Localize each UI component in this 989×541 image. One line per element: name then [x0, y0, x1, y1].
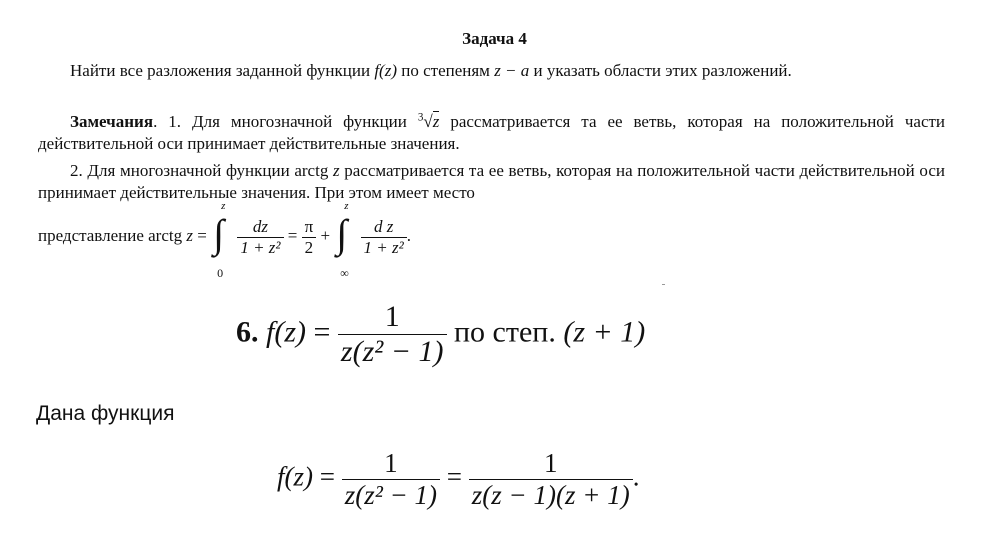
problem-eq: =: [313, 315, 331, 349]
final-fraction-1: [342, 448, 440, 511]
intro-paragraph: [38, 60, 945, 82]
cube-root: $^3$√z: [417, 111, 440, 131]
remark1-text-2: рассматривается та ее ветвь, которая на положительной части действительной оси принимает действительные значения.: [38, 112, 946, 153]
final-num2: 1: [469, 448, 633, 480]
problem-suffix-math: (z + 1): [563, 315, 646, 349]
repr-lead: представление: [38, 225, 144, 245]
repr-end: .: [406, 225, 411, 245]
intro-text-2: по степеням: [401, 61, 490, 80]
int1-lower: 0: [217, 266, 224, 280]
remark-label: Замечания: [70, 112, 154, 131]
intro-text-3: и указать области этих разложений.: [533, 61, 792, 80]
frac1-den: 1 + z²: [240, 237, 281, 257]
pi-den: 2: [304, 237, 314, 257]
remark2-arg: z: [332, 161, 340, 180]
root-arg: z: [432, 112, 440, 131]
problem-fraction: [338, 300, 447, 369]
repr-eq: =: [197, 225, 207, 245]
repr-fraction-1: [237, 217, 283, 258]
remark-1-paragraph: [38, 111, 945, 155]
given-heading: Дана функция: [36, 402, 175, 425]
frac2-den: 1 + z²: [363, 237, 404, 257]
intro-text-1: Найти все разложения заданной функции: [70, 61, 371, 80]
final-formula: [277, 448, 639, 511]
problem-num: 1: [338, 300, 447, 335]
problem-den: z(z² − 1): [340, 335, 444, 368]
int2-lower: ∞: [340, 266, 349, 280]
frac2-num: d z: [361, 217, 407, 238]
final-num1: 1: [342, 448, 440, 480]
repr-fraction-2: [361, 217, 407, 258]
final-den1: z(z² − 1): [344, 480, 438, 510]
int2-upper: z: [344, 200, 349, 212]
final-eq1: =: [319, 461, 335, 492]
stray-mark: [662, 284, 665, 285]
remark-2-paragraph: [38, 160, 945, 204]
pi-half-fraction: [302, 217, 317, 258]
final-eq2: =: [446, 461, 463, 492]
integral-sign-1: z ∫ 0: [213, 200, 226, 280]
final-end: .: [632, 461, 640, 492]
problem-statement: [236, 300, 645, 369]
repr-plus: +: [320, 225, 331, 245]
pi-num: π: [302, 217, 317, 238]
integral-sign-2: z ∫ ∞: [336, 200, 349, 280]
remark1-text-1: . 1. Для многозначной функции: [153, 112, 407, 131]
remark2-text-1: 2. Для многозначной функции: [70, 161, 290, 180]
problem-lhs: f(z): [266, 315, 306, 349]
intro-fz: f(z): [374, 61, 397, 80]
repr-eq2: =: [287, 225, 298, 245]
frac1-num: dz: [237, 217, 283, 238]
int1-upper: z: [221, 200, 226, 212]
final-den2: z(z − 1)(z + 1): [471, 480, 630, 510]
problem-suffix-text: по степ.: [454, 315, 556, 349]
task-title: Задача 4: [462, 29, 527, 48]
repr-arg: z: [186, 225, 193, 245]
root-index: 3: [417, 111, 424, 124]
intro-za: z − a: [494, 61, 530, 80]
repr-func: arctg: [148, 225, 183, 245]
final-lhs: f(z): [277, 461, 313, 492]
remark2-text-2: рассматривается та ее ветвь, которая на положительной части действительной оси принимает действительные значения. При этом имеет место: [38, 161, 945, 202]
final-fraction-2: [469, 448, 633, 511]
problem-number: 6.: [236, 315, 259, 349]
representation-formula: [38, 200, 411, 280]
remark2-func: arctg: [294, 161, 329, 180]
